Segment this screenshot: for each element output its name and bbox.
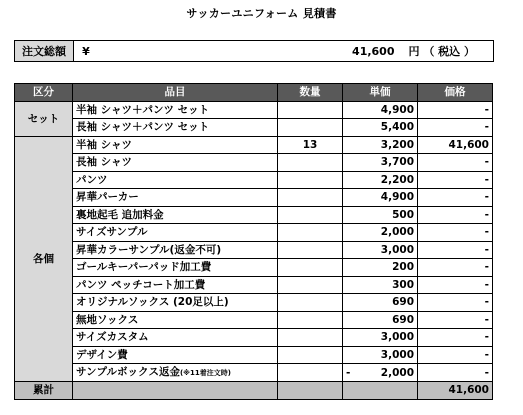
table-row (15, 294, 493, 312)
item-cell (73, 189, 278, 207)
table-row (15, 136, 493, 154)
quantity-cell[interactable] (278, 171, 343, 189)
quantity-cell[interactable]: 13 (278, 136, 343, 154)
table-row (15, 364, 493, 382)
quantity-cell[interactable] (278, 154, 343, 172)
unit-price-cell: 500 (343, 206, 418, 224)
quantity-cell[interactable] (278, 364, 343, 382)
quantity-cell[interactable] (278, 294, 343, 312)
unit-price-cell: 4,900 (343, 101, 418, 119)
unit-price-cell: 2,200 (343, 171, 418, 189)
unit-price-cell: 3,000 (343, 329, 418, 347)
item-cell (73, 206, 278, 224)
item-cell (73, 259, 278, 277)
price-cell: - (418, 346, 493, 364)
table-row (15, 189, 493, 207)
estimate-table (14, 83, 493, 400)
category-cell: 各個 (15, 136, 73, 382)
page-title: サッカーユニフォーム 見積書 (186, 7, 337, 20)
table-row (15, 101, 493, 119)
unit-price-cell (343, 364, 418, 382)
table-row (15, 224, 493, 242)
item-cell (73, 294, 278, 312)
item-name: 半袖 シャツ (76, 138, 132, 151)
quantity-cell[interactable] (278, 241, 343, 259)
header-unit-price: 単価 (343, 84, 418, 102)
summary-total: 41,600 (418, 382, 493, 400)
quantity-cell[interactable] (278, 329, 343, 347)
quantity-cell[interactable] (278, 259, 343, 277)
table-row (15, 259, 493, 277)
unit-price-cell: 3,200 (343, 136, 418, 154)
item-cell (73, 154, 278, 172)
item-name: 昇華パーカー (76, 191, 139, 204)
header-price: 価格 (418, 84, 493, 102)
item-cell (73, 119, 278, 137)
price-cell: - (418, 154, 493, 172)
item-cell (73, 136, 278, 154)
price-cell: - (418, 259, 493, 277)
item-name: サンプルボックス返金 (76, 366, 180, 378)
quantity-cell[interactable] (278, 224, 343, 242)
table-header-row (15, 84, 493, 102)
summary-blank (343, 382, 418, 400)
unit-price-cell: 300 (343, 276, 418, 294)
item-name: オリジナルソックス (20足以上) (76, 296, 229, 309)
unit-price-cell: 3,000 (343, 346, 418, 364)
price-cell: - (418, 294, 493, 312)
item-name: 長袖 シャツ (76, 156, 132, 169)
item-name: 半袖 シャツ＋パンツ セット (76, 103, 210, 116)
price-cell: - (418, 224, 493, 242)
table-row (15, 276, 493, 294)
price-cell: - (418, 171, 493, 189)
item-cell (73, 364, 278, 382)
item-name: サイズサンプル (76, 226, 148, 239)
table-row (15, 329, 493, 347)
item-name: 裏地起毛 追加料金 (76, 208, 164, 221)
item-name: 無地ソックス (76, 313, 139, 326)
table-row (15, 346, 493, 364)
unit-price-cell: 3,000 (343, 241, 418, 259)
unit-price-cell: 2,000 (343, 224, 418, 242)
item-name: パンツ ペッチコート加工費 (76, 278, 206, 291)
price-cell: - (418, 189, 493, 207)
item-cell (73, 346, 278, 364)
summary-label: 累計 (15, 382, 73, 400)
unit-price-sign: - (346, 366, 351, 379)
quantity-cell[interactable] (278, 346, 343, 364)
price-cell: - (418, 206, 493, 224)
header-item: 品目 (73, 84, 278, 102)
unit-price-value: 2,000 (380, 366, 414, 379)
item-name: パンツ (76, 173, 108, 186)
currency-symbol: ¥ (82, 44, 90, 58)
quantity-cell[interactable] (278, 119, 343, 137)
table-row (15, 206, 493, 224)
quantity-cell[interactable] (278, 206, 343, 224)
table-row (15, 171, 493, 189)
unit-price-cell: 4,900 (343, 189, 418, 207)
header-quantity: 数量 (278, 84, 343, 102)
quantity-cell[interactable] (278, 101, 343, 119)
item-name: 長袖 シャツ＋パンツ セット (76, 121, 210, 134)
price-cell: - (418, 364, 493, 382)
item-cell (73, 224, 278, 242)
price-cell: - (418, 119, 493, 137)
order-total-unit: 円 （ 税込 ） (408, 45, 475, 58)
order-total-value: 41,600 (352, 44, 395, 58)
table-row (15, 241, 493, 259)
category-cell: セット (15, 101, 73, 136)
price-cell: 41,600 (418, 136, 493, 154)
price-cell: - (418, 329, 493, 347)
item-cell (73, 311, 278, 329)
price-cell: - (418, 276, 493, 294)
unit-price-cell: 690 (343, 311, 418, 329)
table-row (15, 311, 493, 329)
unit-price-cell: 5,400 (343, 119, 418, 137)
quantity-cell[interactable] (278, 276, 343, 294)
summary-row (15, 382, 493, 400)
summary-blank (278, 382, 343, 400)
unit-price-cell: 690 (343, 294, 418, 312)
table-row (15, 119, 493, 137)
table-row (15, 154, 493, 172)
item-cell (73, 101, 278, 119)
item-cell (73, 241, 278, 259)
item-cell (73, 171, 278, 189)
quantity-cell[interactable] (278, 189, 343, 207)
item-note: (※11着注文時) (179, 369, 231, 377)
item-name: 昇華カラーサンプル(返金不可) (76, 243, 222, 256)
order-total-box (14, 40, 494, 62)
quantity-cell[interactable] (278, 311, 343, 329)
order-total-label: 注文総額 (15, 41, 74, 61)
unit-price-cell: 200 (343, 259, 418, 277)
item-name: デザイン費 (76, 348, 128, 361)
order-total-amount (98, 41, 493, 61)
price-cell: - (418, 241, 493, 259)
item-cell (73, 276, 278, 294)
header-category: 区分 (15, 84, 73, 102)
item-name: ゴールキーパーパッド加工費 (76, 261, 212, 274)
item-cell (73, 329, 278, 347)
price-cell: - (418, 311, 493, 329)
summary-blank (73, 382, 278, 400)
price-cell: - (418, 101, 493, 119)
item-name: サイズカスタム (76, 331, 149, 344)
unit-price-cell: 3,700 (343, 154, 418, 172)
